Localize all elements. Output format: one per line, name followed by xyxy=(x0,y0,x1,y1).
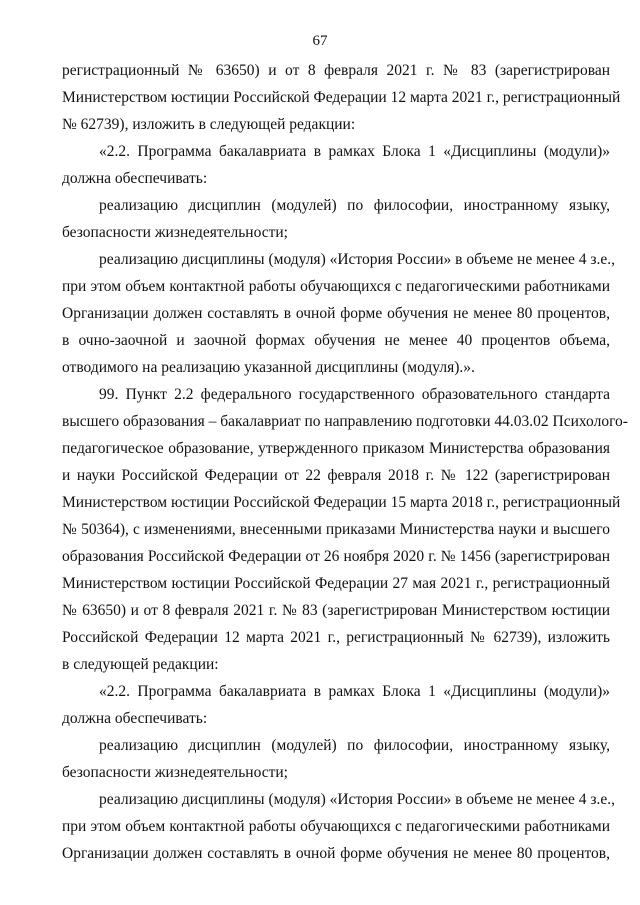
page-number: 67 xyxy=(312,33,328,49)
text-line: Организации должен составлять в очной форме обучения не менее 80 процентов, xyxy=(62,305,610,322)
text-line: реализацию дисциплин (модулей) по философии, иностранному языку, xyxy=(99,197,610,214)
text-line: и науки Российской Федерации от 22 февраля 2018 г. № 122 (зарегистрирован xyxy=(62,467,610,484)
text-line: регистрационный № 63650) и от 8 февраля 2021 г. № 83 (зарегистрирован xyxy=(62,62,610,79)
text-line: «2.2. Программа бакалавриата в рамках Блока 1 «Дисциплины (модули)» xyxy=(99,143,610,160)
text-line: в очно-заочной и заочной формах обучения не менее 40 процентов объема, xyxy=(62,332,610,349)
text-line: отводимого на реализацию указанной дисциплины (модуля).». xyxy=(62,359,475,376)
text-line: педагогическое образование, утвержденного приказом Министерства образования xyxy=(62,440,610,457)
text-line: № 62739), изложить в следующей редакции: xyxy=(62,116,356,133)
paragraph xyxy=(62,192,610,246)
text-line: реализацию дисциплины (модуля) «История России» в объеме не менее 4 з.е., xyxy=(99,251,615,268)
text-line: Министерством юстиции Российской Федерации 27 мая 2021 г., регистрационный xyxy=(62,575,610,592)
text-line: № 63650) и от 8 февраля 2021 г. № 83 (зарегистрирован Министерством юстиции xyxy=(62,602,610,619)
paragraph xyxy=(62,786,615,867)
text-line: при этом объем контактной работы обучающихся с педагогическими работниками xyxy=(62,278,610,295)
text-line: № 50364), с изменениями, внесенными приказами Министерства науки и высшего xyxy=(62,521,610,538)
text-line: Министерством юстиции Российской Федерации 12 марта 2021 г., регистрационный xyxy=(62,89,621,106)
text-line: Российской Федерации 12 марта 2021 г., регистрационный № 62739), изложить xyxy=(62,629,610,646)
text-line: должна обеспечивать: xyxy=(62,170,208,187)
paragraph xyxy=(62,381,628,678)
paragraph xyxy=(62,138,610,192)
text-line: при этом объем контактной работы обучающихся с педагогическими работниками xyxy=(62,818,610,835)
text-line: Организации должен составлять в очной форме обучения не менее 80 процентов, xyxy=(62,845,610,862)
paragraph xyxy=(62,678,610,732)
paragraph xyxy=(62,246,615,381)
text-line: «2.2. Программа бакалавриата в рамках Блока 1 «Дисциплины (модули)» xyxy=(99,683,610,700)
paragraph xyxy=(62,732,610,786)
text-line: реализацию дисциплины (модуля) «История России» в объеме не менее 4 з.е., xyxy=(99,791,615,808)
text-line: безопасности жизнедеятельности; xyxy=(62,764,288,781)
text-line: высшего образования – бакалавриат по направлению подготовки 44.03.02 Психолого- xyxy=(62,413,628,430)
document-body xyxy=(62,57,628,867)
text-line: должна обеспечивать: xyxy=(62,710,208,727)
text-line: реализацию дисциплин (модулей) по философии, иностранному языку, xyxy=(99,737,610,754)
text-line: безопасности жизнедеятельности; xyxy=(62,224,288,241)
text-line: Министерством юстиции Российской Федерации 15 марта 2018 г., регистрационный xyxy=(62,494,621,511)
text-line: в следующей редакции: xyxy=(62,656,219,673)
text-line: образования Российской Федерации от 26 ноября 2020 г. № 1456 (зарегистрирован xyxy=(62,548,610,565)
text-line: 99. Пункт 2.2 федерального государственного образовательного стандарта xyxy=(99,386,610,403)
paragraph xyxy=(62,57,621,138)
